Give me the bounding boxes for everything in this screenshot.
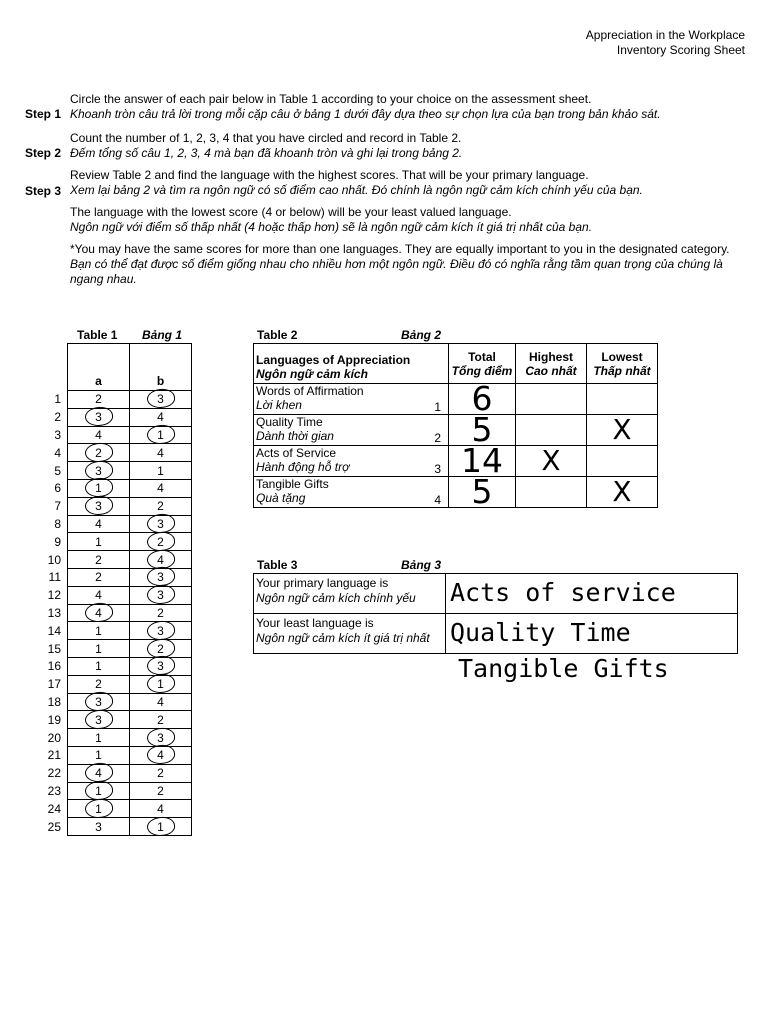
table2-language-name-vi: Dành thời gian <box>256 429 334 443</box>
table1-value: 1 <box>157 819 164 834</box>
table2-head-highest <box>516 344 587 384</box>
table3-primary-label-en: Your primary language is <box>256 576 389 590</box>
table1-cell-b <box>130 675 192 693</box>
table1-cell-b <box>130 657 192 675</box>
table1-value: 4 <box>157 748 164 763</box>
table1-row-number: 16 <box>47 659 61 674</box>
table1-row-number: 19 <box>47 712 61 727</box>
table2-total-handwritten: 5 <box>449 415 516 446</box>
table1-cell-a <box>68 533 130 551</box>
hand-drawn-circle-mark <box>145 743 175 766</box>
table2-title: Table 2 <box>257 328 298 342</box>
hand-drawn-circle-mark <box>145 388 175 411</box>
table1-cell-b <box>130 746 192 764</box>
table2-language-number: 4 <box>399 477 449 508</box>
table1-value: 3 <box>157 659 164 674</box>
table3-primary-label-vi: Ngôn ngữ cảm kích chính yếu <box>256 591 416 605</box>
table1-value: 3 <box>157 516 164 531</box>
hand-drawn-circle-mark <box>83 708 113 731</box>
table1-row <box>68 444 192 462</box>
table2-row <box>254 446 658 477</box>
table1-row <box>68 657 192 675</box>
table1-row-number: 9 <box>54 534 61 549</box>
table2-header-row <box>254 344 658 384</box>
table1-value: 2 <box>157 712 164 727</box>
table1-row <box>68 764 192 782</box>
table1-value: 2 <box>157 783 164 798</box>
table1-cell-a <box>68 622 130 640</box>
table1-cell-b <box>130 391 192 409</box>
table1-row <box>68 408 192 426</box>
hand-drawn-circle-mark <box>83 405 113 428</box>
table1-cell-b <box>130 640 192 658</box>
table1-cell-b <box>130 818 192 836</box>
table1-cell-b <box>130 568 192 586</box>
table2-language-name <box>254 446 399 477</box>
table1-cell-a <box>68 391 130 409</box>
table2-lowest-mark: X <box>587 415 658 446</box>
step2-instruction <box>70 131 742 161</box>
table1-row-number: 10 <box>47 552 61 567</box>
table1-cell-a <box>68 693 130 711</box>
hand-drawn-circle-mark <box>145 672 175 695</box>
table1-cell-a <box>68 711 130 729</box>
table2-head-lang-vi: Ngôn ngữ cảm kích <box>256 367 368 381</box>
table2-head-lang <box>254 344 449 384</box>
table1-row-number: 3 <box>54 427 61 442</box>
table2-title-vi: Bảng 2 <box>401 328 442 342</box>
table2-language-name-en: Quality Time <box>256 415 323 429</box>
table1-cell-a <box>68 568 130 586</box>
table1-row <box>68 729 192 747</box>
table1-value: 3 <box>95 712 102 727</box>
document-header <box>586 28 745 58</box>
table1-row <box>68 604 192 622</box>
table3-primary-label <box>254 574 446 614</box>
table1-row-number: 17 <box>47 677 61 692</box>
table3-least-label <box>254 614 446 654</box>
table1-cell-a <box>68 640 130 658</box>
step2-text-en: Count the number of 1, 2, 3, 4 that you have circled and record in Table 2. <box>70 131 462 145</box>
table1-cell-a <box>68 479 130 497</box>
table1-cell-a <box>68 444 130 462</box>
table1-row <box>68 640 192 658</box>
table2-highest-mark: X <box>516 446 587 477</box>
table2-head-total-en: Total <box>468 349 496 364</box>
table1-cell-b <box>130 497 192 515</box>
table1-row <box>68 586 192 604</box>
table1-value: 3 <box>95 410 102 425</box>
table2-language-name <box>254 477 399 508</box>
table2-row <box>254 415 658 446</box>
table1-value: 2 <box>157 766 164 781</box>
table1-row-number: 24 <box>47 801 61 816</box>
table1-row <box>68 782 192 800</box>
table1-row-number: 20 <box>47 730 61 745</box>
step3-text-en: Review Table 2 and find the language with the highest scores. That will be your primary language. <box>70 168 589 182</box>
table1-col-a: a <box>68 344 130 391</box>
table1-value: 3 <box>157 623 164 638</box>
table3-least-label-en: Your least language is <box>256 616 374 630</box>
table1-row-number: 7 <box>54 499 61 514</box>
table1-title-vi: Bảng 1 <box>142 328 183 342</box>
table1-value: 4 <box>157 410 164 425</box>
table1-cell-a <box>68 800 130 818</box>
table2-language-number: 3 <box>399 446 449 477</box>
header-title: Appreciation in the Workplace <box>585 28 745 42</box>
step2-label: Step 2 <box>25 146 62 160</box>
table1-cell-a <box>68 746 130 764</box>
table3 <box>253 573 738 654</box>
table2-language-number: 1 <box>399 384 449 415</box>
table2-head-total <box>449 344 516 384</box>
hand-drawn-circle-mark <box>83 601 113 624</box>
table1-value: 4 <box>157 801 164 816</box>
table1-value: 1 <box>95 623 102 638</box>
step3-label: Step 3 <box>25 184 62 198</box>
table1-row-number: 22 <box>47 766 61 781</box>
table1-value: 1 <box>157 463 164 478</box>
table1-value: 1 <box>95 659 102 674</box>
table1-value: 1 <box>95 481 102 496</box>
table1-value: 4 <box>95 516 102 531</box>
table1-value: 2 <box>95 445 102 460</box>
table1-cell-b <box>130 586 192 604</box>
table1-cell-a <box>68 675 130 693</box>
table1-value: 4 <box>95 427 102 442</box>
table1-row <box>68 622 192 640</box>
table1-value: 1 <box>95 783 102 798</box>
table1-cell-b <box>130 729 192 747</box>
table2-head-highest-vi: Cao nhất <box>525 363 577 378</box>
table1-value: 2 <box>157 534 164 549</box>
table1-cell-a <box>68 657 130 675</box>
table3-primary-row <box>254 574 738 614</box>
table1-value: 4 <box>157 694 164 709</box>
table1-value: 1 <box>95 641 102 656</box>
table1-row-number: 25 <box>47 819 61 834</box>
table3-least-row <box>254 614 738 654</box>
table1-cell-b <box>130 693 192 711</box>
table1-value: 2 <box>95 677 102 692</box>
table2-highest-mark <box>516 384 587 415</box>
table1-row <box>68 675 192 693</box>
table1-cell-a <box>68 408 130 426</box>
table1-cell-b <box>130 551 192 569</box>
hand-drawn-circle-mark <box>145 583 175 606</box>
table1-value: 1 <box>95 534 102 549</box>
table2-head-lowest-vi: Thấp nhất <box>593 363 651 378</box>
table1-row-number: 14 <box>47 623 61 638</box>
table1-row-number: 1 <box>54 392 61 407</box>
table2-head-highest-en: Highest <box>528 349 573 364</box>
table1-cell-b <box>130 515 192 533</box>
table3-least-answer-extra: Tangible Gifts <box>458 654 669 683</box>
table1-value: 2 <box>95 570 102 585</box>
table1 <box>67 343 192 836</box>
step3-note-en: *You may have the same scores for more than one languages. They are equally important to you in the designated category. <box>70 242 730 256</box>
step3-text-vi: Xem lại bảng 2 và tìm ra ngôn ngữ có số điểm cao nhất. Đó chính là ngôn ngữ cảm kích chính yếu của bạn. <box>70 183 643 197</box>
table2-language-name-en: Tangible Gifts <box>256 477 329 491</box>
table1-row-number: 4 <box>54 445 61 460</box>
table2-language-name-en: Words of Affirmation <box>256 384 364 398</box>
step1-instruction <box>70 92 742 122</box>
table1-row-number: 18 <box>47 694 61 709</box>
step3-instruction <box>70 168 742 287</box>
step3-lowest-vi: Ngôn ngữ với điểm số thấp nhất (4 hoặc thấp hơn) sẽ là ngôn ngữ cảm kích ít giá trị nhất của bạn. <box>70 220 593 234</box>
table2-language-name <box>254 415 399 446</box>
table1-cell-b <box>130 800 192 818</box>
table2 <box>253 343 658 511</box>
table1-value: 2 <box>157 641 164 656</box>
table1-row-number: 15 <box>47 641 61 656</box>
table1-cell-a <box>68 586 130 604</box>
table1-cell-b <box>130 604 192 622</box>
table2-total-handwritten: 5 <box>449 477 516 508</box>
table2-lowest-mark <box>587 446 658 477</box>
table1-value: 2 <box>157 605 164 620</box>
table2-language-name-en: Acts of Service <box>256 446 337 460</box>
table1-value: 3 <box>95 694 102 709</box>
table1-cell-a <box>68 497 130 515</box>
step1-text-vi: Khoanh tròn câu trả lời trong mỗi cặp câu ở bảng 1 dưới đây dựa theo sự chọn lựa của bạn trong bản khảo sát. <box>70 107 661 121</box>
table1-cell-b <box>130 764 192 782</box>
table1-cell-b <box>130 622 192 640</box>
table1-row <box>68 462 192 480</box>
table3-least-label-vi: Ngôn ngữ cảm kích ít giá trị nhất <box>256 631 430 645</box>
table1-row <box>68 515 192 533</box>
table1-cell-b <box>130 479 192 497</box>
table3-title-vi: Bảng 3 <box>401 558 442 572</box>
table1-row <box>68 497 192 515</box>
table2-row <box>254 477 658 508</box>
table1-cell-b <box>130 426 192 444</box>
table1-row <box>68 426 192 444</box>
table1-cell-a <box>68 782 130 800</box>
table2-language-number: 2 <box>399 415 449 446</box>
table1-cell-a <box>68 604 130 622</box>
table1-value: 1 <box>95 801 102 816</box>
table1-value: 2 <box>157 499 164 514</box>
table1-value: 1 <box>157 427 164 442</box>
table1-cell-a <box>68 515 130 533</box>
table1-row <box>68 533 192 551</box>
table1-value: 1 <box>157 677 164 692</box>
table2-total-handwritten: 6 <box>449 384 516 415</box>
table1-cell-b <box>130 462 192 480</box>
table1-value: 4 <box>157 481 164 496</box>
table1-row-number: 8 <box>54 516 61 531</box>
table3-title: Table 3 <box>257 558 298 572</box>
table1-cell-a <box>68 426 130 444</box>
hand-drawn-circle-mark <box>83 797 113 820</box>
table3-primary-answer: Acts of service <box>446 574 738 614</box>
table1-row <box>68 818 192 836</box>
table2-head-lowest-en: Lowest <box>601 349 643 364</box>
table1-cell-b <box>130 782 192 800</box>
table1-row-number: 2 <box>54 410 61 425</box>
table1-row <box>68 693 192 711</box>
table2-head-lang-en: Languages of Appreciation <box>256 353 411 367</box>
table1-value: 3 <box>157 570 164 585</box>
table1-value: 3 <box>95 463 102 478</box>
table1-row-number: 12 <box>47 588 61 603</box>
table1-value: 2 <box>95 552 102 567</box>
table1-value: 3 <box>95 499 102 514</box>
table1-value: 4 <box>95 766 102 781</box>
table1-value: 1 <box>95 730 102 745</box>
table1-cell-a <box>68 818 130 836</box>
table1-row-number: 11 <box>48 570 61 585</box>
table1-row-number: 13 <box>47 605 61 620</box>
step1-label: Step 1 <box>25 107 62 121</box>
table2-language-name-vi: Hành động hỗ trợ <box>256 460 350 474</box>
hand-drawn-circle-mark <box>83 494 113 517</box>
table1-row-number: 21 <box>47 748 61 763</box>
table1-cell-b <box>130 444 192 462</box>
table1-value: 4 <box>95 588 102 603</box>
table2-row <box>254 384 658 415</box>
table1-value: 4 <box>157 552 164 567</box>
table1-row <box>68 391 192 409</box>
table1-row <box>68 551 192 569</box>
table1-value: 3 <box>95 819 102 834</box>
table1-value: 4 <box>157 445 164 460</box>
table1-cell-b <box>130 408 192 426</box>
table2-head-lowest <box>587 344 658 384</box>
table1-row <box>68 800 192 818</box>
header-subtitle: Inventory Scoring Sheet <box>616 43 745 57</box>
step2-text-vi: Đếm tổng số câu 1, 2, 3, 4 mà bạn đã khoanh tròn và ghi lại trong bảng 2. <box>70 146 463 160</box>
table2-language-name-vi: Quà tặng <box>256 491 306 505</box>
table3-least-answer: Quality Time <box>446 614 738 654</box>
table1-col-b: b <box>130 344 192 391</box>
table1-cell-b <box>130 711 192 729</box>
table2-highest-mark <box>516 415 587 446</box>
table1-value: 3 <box>157 730 164 745</box>
table1-cell-a <box>68 729 130 747</box>
table1-cell-a <box>68 551 130 569</box>
table1-row-number: 5 <box>54 463 61 478</box>
table1-value: 4 <box>95 605 102 620</box>
step3-note-vi: Bạn có thể đạt được số điểm giống nhau cho nhiều hơn một ngôn ngữ. Điều đó có nghĩa rằng tầm quan trọng của chúng là ngang nhau. <box>70 257 723 286</box>
table2-total-handwritten: 14 <box>449 446 516 477</box>
table2-highest-mark <box>516 477 587 508</box>
table1-value: 3 <box>157 588 164 603</box>
table1-cell-a <box>68 462 130 480</box>
table1-title: Table 1 <box>77 328 118 342</box>
table2-language-name-vi: Lời khen <box>256 398 302 412</box>
step3-lowest-en: The language with the lowest score (4 or below) will be your least valued language. <box>70 205 512 219</box>
table1-header-row <box>68 344 192 391</box>
table1-value: 1 <box>95 748 102 763</box>
table1-row <box>68 711 192 729</box>
table2-lowest-mark <box>587 384 658 415</box>
table2-lowest-mark: X <box>587 477 658 508</box>
table1-cell-a <box>68 764 130 782</box>
table2-head-total-vi: Tổng điểm <box>451 363 513 378</box>
table1-row <box>68 746 192 764</box>
hand-drawn-circle-mark <box>145 423 175 446</box>
table2-language-name <box>254 384 399 415</box>
table1-value: 2 <box>95 392 102 407</box>
table1-row-number: 6 <box>54 481 61 496</box>
table1-cell-b <box>130 533 192 551</box>
table1-row-number: 23 <box>47 783 61 798</box>
table1-row <box>68 568 192 586</box>
hand-drawn-circle-mark <box>145 815 175 838</box>
step1-text-en: Circle the answer of each pair below in Table 1 according to your choice on the assessment sheet. <box>70 92 592 106</box>
table1-row <box>68 479 192 497</box>
table1-value: 3 <box>157 392 164 407</box>
